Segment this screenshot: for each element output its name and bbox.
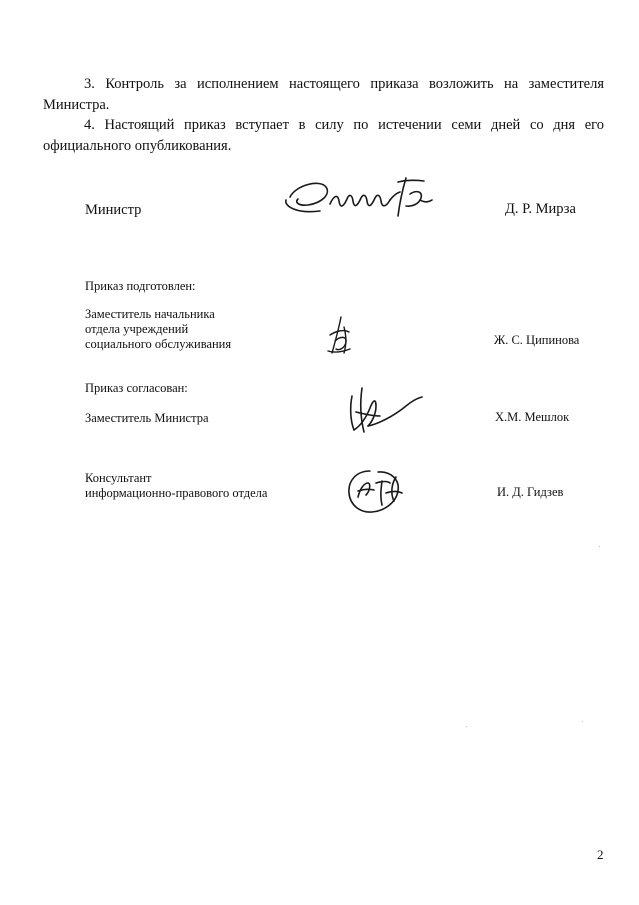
minister-title: Министр — [85, 202, 142, 218]
agreed-heading: Приказ согласован: — [85, 381, 188, 395]
consultant-name: И. Д. Гидзев — [497, 485, 564, 499]
scan-speck — [466, 726, 467, 727]
prepared-title-line-3: социального обслуживания — [85, 337, 232, 351]
minister-name: Д. Р. Мирза — [505, 201, 576, 217]
paragraph-4-line-2: официального опубликования. — [43, 138, 232, 154]
consultant-title-line-1: Консультант — [85, 471, 152, 485]
minister-signature-icon — [282, 170, 442, 230]
paragraph-4-line-1: 4. Настоящий приказ вступает в силу по истечении семи дней со дня его — [84, 117, 604, 133]
prepared-signature-icon — [322, 315, 362, 357]
scan-speck — [599, 546, 600, 547]
agreed-title: Заместитель Министра — [85, 411, 209, 425]
consultant-title-line-2: информационно-правового отдела — [85, 486, 268, 500]
agreed-name: Х.М. Мешлок — [495, 410, 570, 424]
page-number: 2 — [597, 847, 604, 862]
paragraph-4 — [43, 115, 604, 157]
consultant-signature-icon — [344, 463, 406, 519]
paragraph-3-line-1: 3. Контроль за исполнением настоящего приказа возложить на заместителя — [84, 76, 604, 92]
agreed-signature-icon — [342, 382, 424, 438]
prepared-name: Ж. С. Ципинова — [494, 333, 580, 347]
prepared-title-line-1: Заместитель начальника — [85, 307, 215, 321]
prepared-title-line-2: отдела учреждений — [85, 322, 189, 336]
paragraph-3-line-2: Министра. — [43, 97, 110, 113]
scan-speck — [582, 721, 583, 722]
paragraph-3 — [43, 74, 604, 116]
prepared-heading: Приказ подготовлен: — [85, 279, 196, 293]
